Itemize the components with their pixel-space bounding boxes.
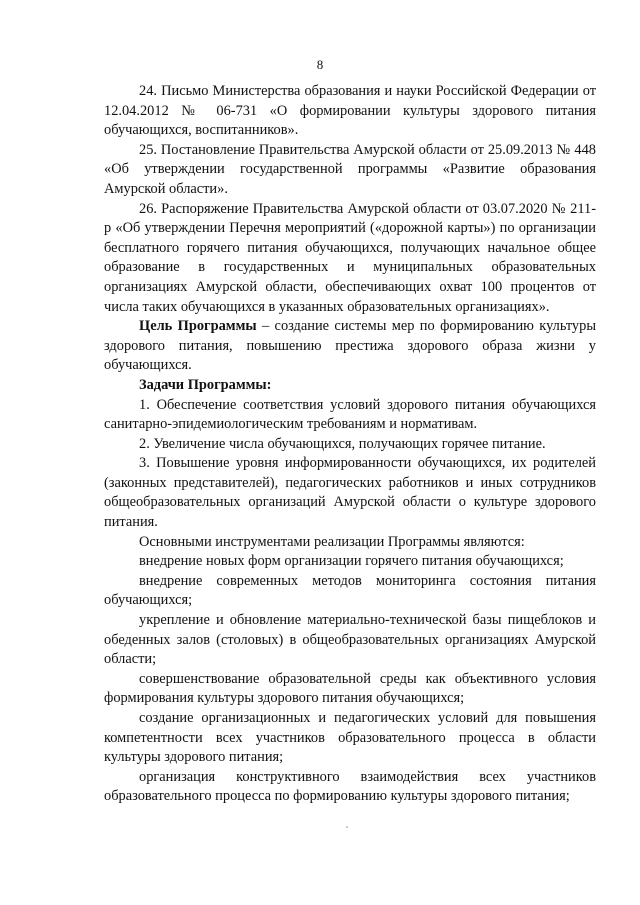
instrument-item: создание организационных и педагогических условий для повышения компетентности всех участников образовательного процесса в области культуры здорового питания; [104,710,596,766]
task-item: 1. Обеспечение соответствия условий здорового питания обучающихся санитарно-эпидемиологическим требованиям и нормативам. [104,396,596,433]
item-text: Письмо Министерства образования и науки Российской Федерации от 12.04.2012 № 06-731 «О формировании культуры здорового питания обучающихся, воспитанников». [104,83,596,139]
instrument-item: организация конструктивного взаимодействия всех участников образовательного процесса по формированию культуры здорового питания; [104,768,596,805]
goal-text: – создание системы мер по формированию культуры здорового питания, повышению престижа здорового образа жизни у обучающихся. [104,318,596,374]
item-number: 24. [139,83,157,99]
instruments-intro: Основными инструментами реализации Программы являются: [139,533,525,550]
task-item: 2. Увеличение числа обучающихся, получающих горячее питание. [139,435,546,452]
document-body [104,82,596,807]
task-item: 3. Повышение уровня информированности обучающихся, их родителей (законных представителей), педагогических работников и иных сотрудников общеобразовательных организаций Амурской области о культуре здорового питания. [104,455,596,531]
goal-label: Цель Программы [139,318,257,335]
item-number: 25. [139,141,157,158]
list-item [104,82,596,141]
instrument-item: внедрение новых форм организации горячего питания обучающихся; [139,553,564,570]
list-item [104,141,596,200]
instrument-item: совершенствование образовательной среды как объективного условия формирования культуры здорового питания обучающихся; [104,670,596,707]
instrument-item: укрепление и обновление материально-технической базы пищеблоков и обеденных залов (столовых) в общеобразовательных организациях Амурской области; [104,612,596,668]
scan-speck [346,826,348,828]
tasks-heading: Задачи Программы: [139,376,272,393]
item-text: Распоряжение Правительства Амурской области от 03.07.2020 № 211-р «Об утверждении Перечня мероприятий («дорожной карты») по организации бесплатного горячего питания обучающихся, получающих начальное общее образование в государственных и муниципальных образовательных организациях Амурской области, обеспечивающих охват 100 процентов от числа таких обучающихся в указанных образовательных организациях». [104,200,596,315]
item-text: Постановление Правительства Амурской области от 25.09.2013 № 448 «Об утверждении государственной программы «Развитие образования Амурской области». [104,141,596,197]
page-number: 8 [316,57,324,72]
item-number: 26. [139,200,157,217]
list-item [104,200,596,318]
goal-paragraph [104,317,596,376]
instrument-item: внедрение современных методов мониторинга состояния питания обучающихся; [104,572,596,609]
